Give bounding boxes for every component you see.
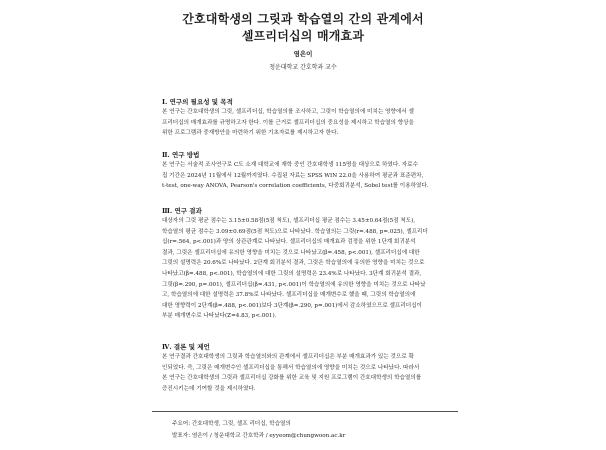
section-body: 본 연구결과 간호대학생의 그릿과 학습열의와의 관계에서 셀프리더십은 부분 매개효과가 있는 것으로 확 인되었다. 즉, 그릿은 매개변수인 셀프리더십을 통해서 학습열의에 영향을 미치는 것으로 나타났다. 따라서 본 연구는 간호대학생의 그릿과 셀프리더십 강화를 위한 교육 및 지원 프로그램이 간호대학생의 학습열의를 증진시키는데 기여할 것을 제시하였다. — [162, 354, 422, 392]
section-heading: Ⅳ. 결론 및 제언 — [162, 343, 210, 351]
section-results — [162, 207, 462, 322]
author-affiliation: 청운대학교 간호학과 교수 — [269, 64, 337, 71]
keywords-line: 주요어: 간호대학생, 그릿, 셀프 리더십, 학습열의 — [172, 421, 291, 427]
paper-title-line-2: 셀프리더십의 매개효과 — [241, 29, 365, 43]
section-purpose — [162, 98, 462, 139]
section-conclusion — [162, 343, 462, 394]
paper-title-line-1: 간호대학생의 그릿과 학습열의 간의 관계에서 — [182, 12, 424, 26]
section-body: 본 연구는 서술적 조사연구로 C도 소재 대학교에 재학 중인 간호대학생 115명을 대상으로 하였다. 자료수 집 기간은 2024년 11월에서 12월까지였다. 수집된 자료는 SPSS WIN 22.0을 사용하여 평균과 표준편차, t-test, one-way ANOVA, Pearson's correlation coefficients, 다중회귀분석, Sobel test를 이용하였다. — [162, 162, 429, 190]
section-heading: Ⅰ. 연구의 필요성 및 목적 — [162, 98, 233, 106]
footer-info-box — [152, 411, 458, 448]
presenter-line: 발표자: 염은이 / 청운대학교 간호학과 / eyyeom@chungwoon.ac.kr — [172, 433, 346, 439]
section-body: 본 연구는 간호대학생의 그릿, 셀프리더십, 학습열의를 조사하고, 그릿이 학습열의에 미치는 영향에서 셀 프리더십의 매개효과를 규명하고자 한다. 이를 근거로 셀프리더십의 중요성을 제시하고 학습열의 향상을 위한 프로그램과 중재방안을 마련하기 위한 기초자료를 제시하고자 한다. — [162, 109, 414, 137]
section-body: 대상자의 그릿 평균 점수는 3.15±0.58점(5점 척도), 셀프리더십 평균 점수는 3.45±0.64점(5점 척도), 학습열의 평균 점수는 3.09±0.69점(5점 척도)으로 나타났다. 학습열의는 그릿(r=.488, p=.025), 셀프리더 십(r=.564, p<.001)과 양의 상관관계로 나타났다. 셀프리더십의 매개효과 검정을 위한 1단계 회귀분석 결과, 그릿은 셀프리더십에 유의한 영향을 미치는 것으로 나타났고(β=.458, p<.001), 셀프리더십에 대한 그릿의 설명력은 20.6%로 나타났다. 2단계 회귀분석 결과, 그릿은 학습열의에 유의한 영향을 미치는 것으로 나타났고(β=.488, p<.001), 학습열의에 대한 그릿의 설명력은 23.4%로 나타났다. 3단계 회귀분석 결과, 그릿(β=.290, p=.001), 셀프리더십(β=.431, p<.001)이 학습열의에 유의한 영향을 미치는 것으로 나타났 고, 학습열의에 대한 설명력은 37.8%로 나타났다. 셀프리더십을 매개변수로 했을 때, 그릿의 학습열의에 대한 영향력이 2단계(β=.488, p<.001)보다 3단계(β=.290, p=.001)에서 감소하였으므로 셀프리더십이 부분 매개변수로 나타났다(Z=4.83, p<.001). — [162, 218, 428, 320]
section-heading: Ⅲ. 연구 결과 — [162, 207, 202, 215]
section-methods — [162, 151, 462, 192]
section-heading: Ⅱ. 연구 방법 — [162, 151, 200, 159]
author-name: 염은이 — [293, 50, 313, 58]
